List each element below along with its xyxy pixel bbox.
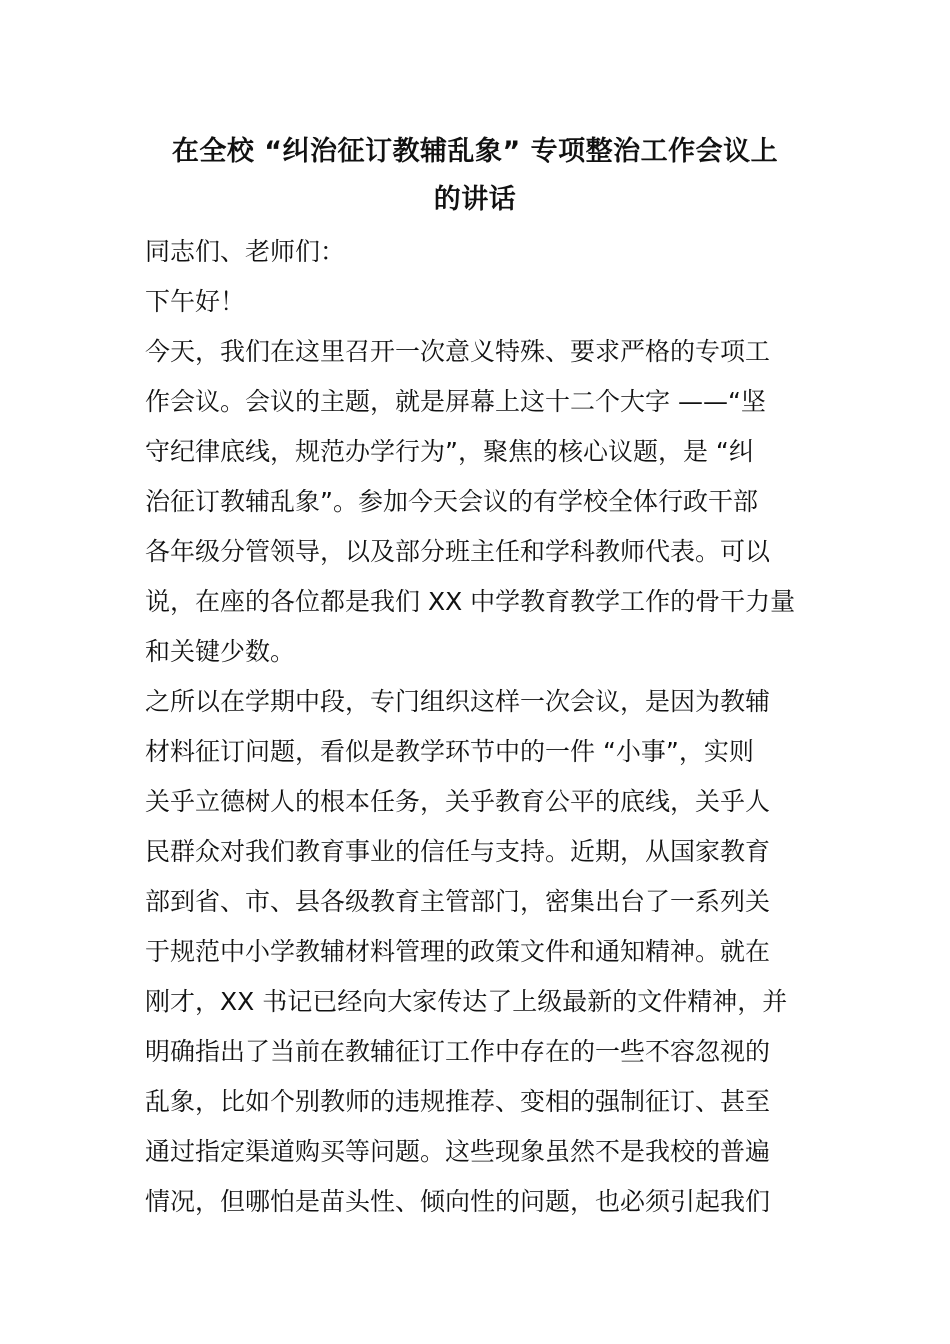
text-line: 部到省、市、县各级教育主管部门，密集出台了一系列关 xyxy=(145,887,771,916)
text-line: 乱象，比如个别教师的违规推荐、变相的强制征订、甚至 xyxy=(145,1087,771,1116)
text-line: 于规范中小学教辅材料管理的政策文件和通知精神。就在 xyxy=(145,937,771,966)
page-title xyxy=(140,128,810,224)
text-line: 守纪律底线，规范办学行为”，聚焦的核心议题，是 “纠 xyxy=(145,437,754,466)
text-line: 作会议。会议的主题，就是屏幕上这十二个大字 ——“坚 xyxy=(145,387,766,416)
text-line: 各年级分管领导，以及部分班主任和学科教师代表。可以 xyxy=(145,537,771,566)
document-body xyxy=(145,227,815,1227)
text-line: 今天，我们在这里召开一次意义特殊、要求严格的专项工 xyxy=(145,337,771,366)
text-line: 刚才，XX 书记已经向大家传达了上级最新的文件精神，并 xyxy=(145,987,788,1016)
text-line: 明确指出了当前在教辅征订工作中存在的一些不容忽视的 xyxy=(145,1037,771,1066)
title-line-1: 在全校 “纠治征订教辅乱象” 专项整治工作会议上 xyxy=(171,136,779,167)
text-line: 关乎立德树人的根本任务，关乎教育公平的底线，关乎人 xyxy=(145,787,771,816)
text-line: 治征订教辅乱象”。参加今天会议的有学校全体行政干部 xyxy=(145,487,758,516)
text-line: 说，在座的各位都是我们 XX 中学教育教学工作的骨干力量 xyxy=(145,587,796,616)
text-line: 情况，但哪怕是苗头性、倾向性的问题，也必须引起我们 xyxy=(145,1187,771,1216)
text-line: 材料征订问题，看似是教学环节中的一件 “小事”，实则 xyxy=(145,737,754,766)
text-line: 和关键少数。 xyxy=(145,637,296,666)
text-line: 通过指定渠道购买等问题。这些现象虽然不是我校的普遍 xyxy=(145,1137,771,1166)
text-line: 下午好！ xyxy=(145,287,246,316)
text-line: 民群众对我们教育事业的信任与支持。近期，从国家教育 xyxy=(145,837,771,866)
title-line-2: 的讲话 xyxy=(433,184,517,215)
text-line: 之所以在学期中段，专门组织这样一次会议，是因为教辅 xyxy=(145,687,771,716)
text-line: 同志们、老师们： xyxy=(145,237,346,266)
